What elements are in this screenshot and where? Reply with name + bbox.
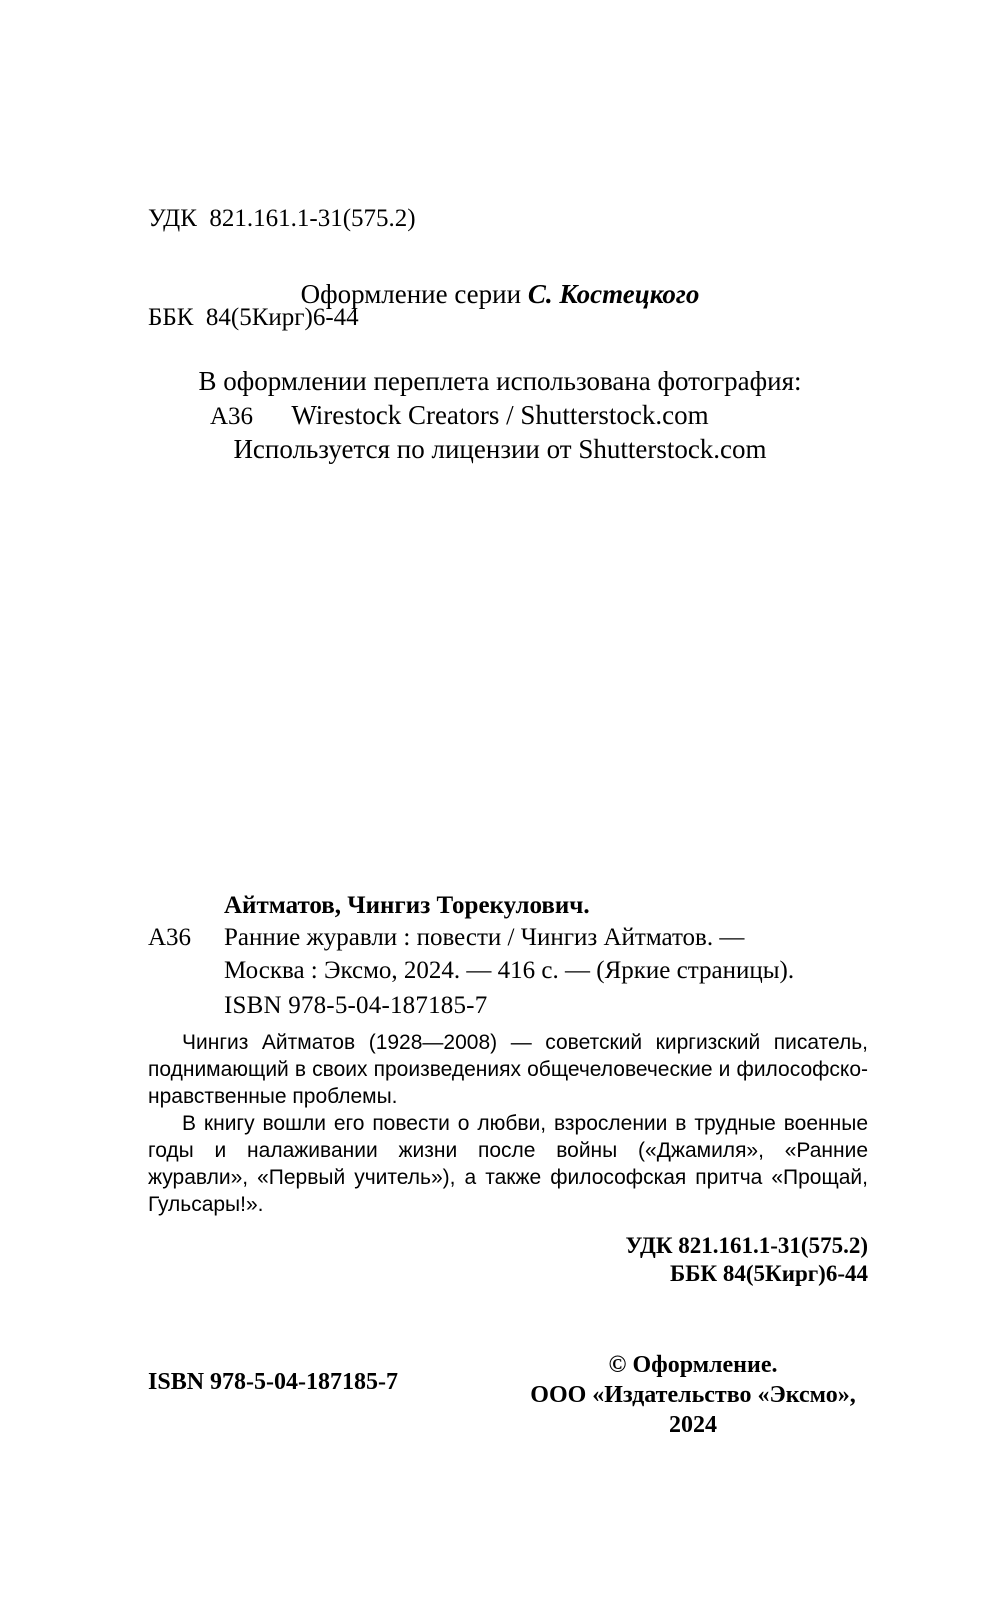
cover-photo-credit (0, 364, 1000, 466)
classification-codes-bottom (148, 1232, 868, 1288)
cip-title-row (148, 921, 868, 987)
annotation-paragraph-1: Чингиз Айтматов (1928—2008) — советский киргизский писатель, поднимающий в своих произведениях общечеловеческие и философско-нравственные проблемы. (148, 1031, 868, 1108)
cip-title: Ранние журавли : повести / Чингиз Айтматов. — (224, 924, 745, 951)
copyright-block (518, 1350, 868, 1440)
cip-author: Айтматов, Чингиз Торекулович. (224, 892, 590, 919)
shelf-code-top: А36 (210, 403, 254, 430)
cip-catalog-block (148, 890, 868, 1288)
series-designer-name: С. Костецкого (527, 279, 700, 309)
udk-code-bottom: УДК 821.161.1-31(575.2) (625, 1233, 868, 1258)
footer-isbn: ISBN 978-5-04-187185-7 (148, 1369, 398, 1395)
annotation-paragraph-2: В книгу вошли его повести о любви, взрослении в трудные военные годы и налаживании жизни после войны («Джамиля», «Ранние журавли», «Первый учитель»), а также философская притча «Прощай, Гульсары!». (148, 1112, 868, 1216)
copyright-line-2: ООО «Издательство «Эксмо», 2024 (530, 1382, 856, 1438)
book-annotation (148, 1029, 868, 1218)
cip-isbn: ISBN 978-5-04-187185-7 (224, 992, 488, 1019)
bbk-code-top: ББК 84(5Кирг)6-44 (148, 304, 359, 331)
cover-credit-line-1: В оформлении переплета использована фотография: (198, 366, 802, 396)
bbk-code-bottom: ББК 84(5Кирг)6-44 (670, 1261, 868, 1286)
copyright-line-1: © Оформление. (608, 1352, 778, 1378)
cover-credit-line-2: Wirestock Creators / Shutterstock.com (291, 400, 709, 430)
cip-imprint: Москва : Эксмо, 2024. — 416 с. — (Яркие страницы). (224, 957, 795, 984)
cip-shelf-sign: А36 (148, 924, 192, 951)
udk-code-top: УДК 821.161.1-31(575.2) (148, 205, 416, 232)
series-design-credit (0, 277, 1000, 311)
series-design-prefix: Оформление серии (300, 279, 528, 309)
cover-credit-line-3: Используется по лицензии от Shutterstock.com (233, 434, 767, 464)
